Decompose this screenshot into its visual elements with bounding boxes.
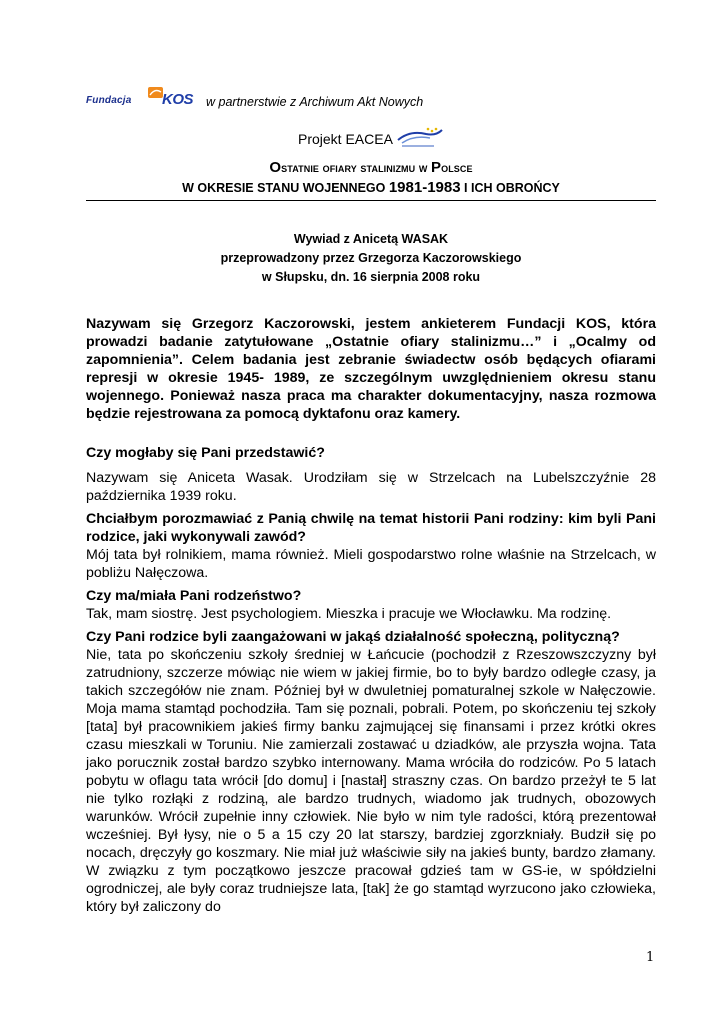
question: Czy ma/miała Pani rodzeństwo?: [86, 588, 302, 604]
interview-line-2: przeprowadzony przez Grzegorza Kaczorowskiego: [220, 251, 522, 265]
qa-section: [86, 444, 656, 921]
question: Czy Pani rodzice byli zaangażowani w jakąś działalność społeczną, polityczną?: [86, 629, 620, 645]
eacea-logo-icon: [396, 126, 444, 150]
partner-text: w partnerstwie z Archiwum Akt Nowych: [206, 95, 424, 109]
fundacja-kos-logo: [86, 86, 202, 112]
logo-fundacja-text: Fundacja: [86, 95, 132, 106]
interview-line-1: Wywiad z Anicetą WASAK: [293, 232, 449, 246]
answer: Nie, tata po skończeniu szkoły średniej w Łańcucie (pochodził z Rzeszowszczyzny był zatrudniony, szczerze mówiąc nie wiem w jakiej firmie, bo to były bardzo odległe czasy, ja takich szczegółów nie znam. Później był w dwuletniej pomaturalnej szkole w Nałęczowie. Moja mama stamtąd pochodziła. Tam się poznali, pobrali. Potem, po skończeniu tej szkoły [tata] był pracownikiem jakieś firmy banku zajmującej się finansami i przez krótki okres czasu mieszkali w Toruniu. Nie zamierzali zostawać u dziadków, ale przyszła wojna. Tata jako porucznik został bardzo szybko internowany. Mama wróciła do rodziców. Po 5 latach pobytu w oflagu tata wrócił [do domu] i [nastał] straszny czas. On bardzo przeżył te 5 lat nie tylko rozłąki z rodziną, ale bardzo trudnych, wiadomo jak trudnych, obozowych warunków. Wrócił zupełnie inny człowiek. Nie było w nim tyle radości, którą prezentował wcześniej. Był łysy, nie o 5 a 15 czy 20 lat starszy, bardziej zgorzkniały. Budził się po nocach, dręczyły go koszmary. Nie miał już właściwie siły na jakieś bunty, bardzo złamany. W związku z tym początkowo jeszcze pracował gdzieś tam w GS-ie, w spółdzielni ogrodniczej, ale były coraz trudniejsze lata, [tak] że go stamtąd wyrzucono jako człowieka, który był zaliczony do: [86, 647, 656, 915]
intro-paragraph: Nazywam się Grzegorz Kaczorowski, jestem ankieterem Fundacji KOS, która prowadzi badanie zatytułowane „Ostatnie ofiary stalinizmu…” i „Ocalmy od zapomnienia”. Celem badania jest zebranie świadectw osób będących ofiarami represji w okresie 1945- 1989, ze szczególnym uwzględnieniem okresu stanu wojennego. Ponieważ nasza praca ma charakter dokumentacyjny, nasza rozmowa będzie rejestrowana za pomocą dyktafonu oraz kamery.: [86, 316, 656, 422]
answer: Mój tata był rolnikiem, mama również. Mieli gospodarstwo rolne właśnie na Strzelcach, w pobliżu Nałęczowa.: [86, 547, 656, 581]
interview-info: [86, 230, 656, 287]
title-line-2: W OKRESIE STANU WOJENNEGO 1981-1983 I ICH OBROŃCY: [182, 179, 560, 196]
project-label: Projekt EACEA: [298, 131, 393, 147]
answer: Tak, mam siostrę. Jest psychologiem. Mieszka i pracuje we Włocławku. Ma rodzinę.: [86, 606, 612, 622]
project-line: [86, 126, 656, 148]
interview-line-3: w Słupsku, dn. 16 sierpnia 2008 roku: [261, 270, 481, 284]
question: Chciałbym porozmawiać z Panią chwilę na temat historii Pani rodziny: kim byli Pani rodzice, jaki wykonywali zawód?: [86, 511, 656, 545]
question: Czy mogłaby się Pani przedstawić?: [86, 445, 325, 461]
header-line: [86, 86, 656, 112]
answer: Nazywam się Aniceta Wasak. Urodziłam się w Strzelcach na Lubelszczyźnie 28 października 1939 roku.: [86, 470, 656, 504]
logo-kos-text: KOS: [162, 91, 194, 108]
title-line-1: Ostatnie ofiary stalinizmu w Polsce: [269, 159, 473, 176]
title-divider: [86, 200, 656, 201]
page-number: 1: [646, 950, 655, 965]
